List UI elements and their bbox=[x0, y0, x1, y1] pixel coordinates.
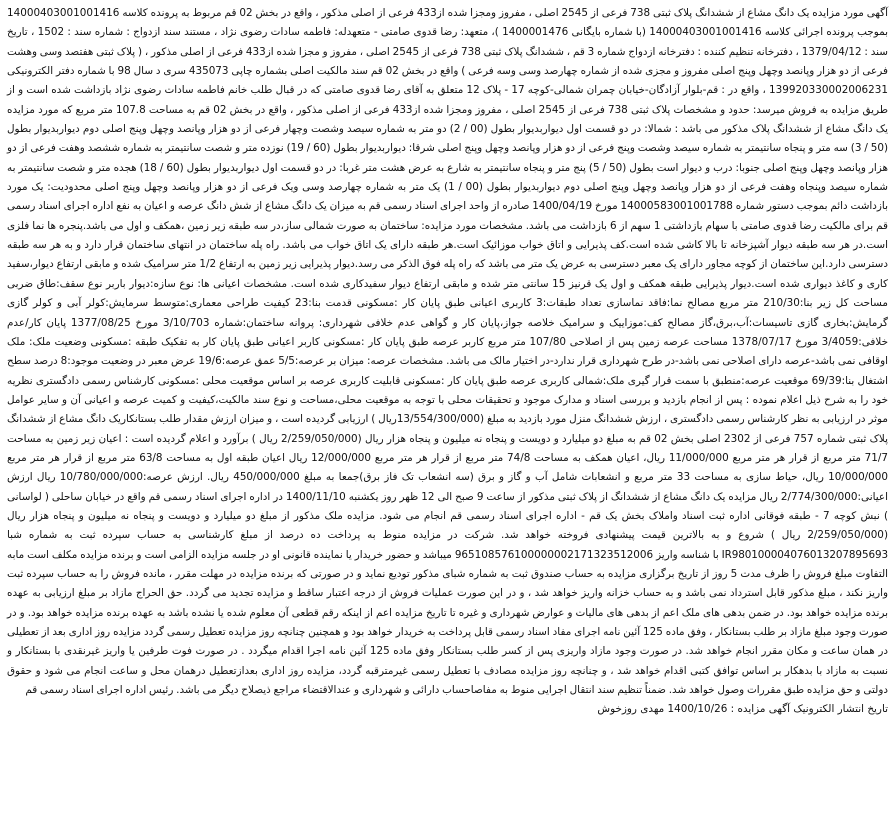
publication-date-line: تاریخ انتشار الکترونیک آگهی مزایده : 1400/10/26 مهدی روزخوش bbox=[597, 703, 888, 716]
auction-notice-body: آگهی مورد مزایده یک دانگ مشاع از ششدانگ پلاک ثبتی 738 فرعی از 2545 اصلی ، مفروز ومجزا شده از433 فرعی از اصلی مذکور ، واقع در بخش 02 قم مربوط به پرونده کلاسه 14000403001001416 بموجب پرونده اجرائی کلاسه 14000403001001416 (با شماره بایگانی 1400001476 )، متعهد: رضا قدوی صامتی - متعهدله: فاطمه سادات رضوی نژاد ، مستند سند ازدواج : شماره سند : 1502 ، تاریخ سند : 1379/04/12 ، دفترخانه تنظیم کننده : دفترخانه ازدواج شماره 3 قم ، ششدانگ پلاک ثبتی 738 فرعی از 2545 اصلی ، مفروز و مجزا شده از433 فرعی از اصلی مذکور ، ( پلاک ثبتی هفتصد وسی وهشت فرعی از دو هزار وپانصد وچهل وپنج اصلی مفروز و مجزی شده از شماره چهارصد وسی وسه فرعی ) واقع در بخش 02 قم سند مالکیت اصلی بشماره چاپی 435073 سری د سال 98 با شماره دفتر الکترونیکی 139920330002006231 ، واقع در : قم-بلوار آزادگان-خیابان چمران شمالی-کوچه 17 - پلاک 12 متعلق به آقای رضا قدوی صامتی که در قبال طلب خانم فاطمه سادات رضوی نژاد بازداشت شده است و از طریق مزایده به فروش میرسد: حدود و مشخصات پلاک ثبتی 738 فرعی از 2545 اصلی ، مفروز ومجزا شده از433 فرعی از اصلی مذکور ، واقع در بخش 02 قم به مساحت 107.8 متر مربع که مورد مزایده یک دانگ مشاع از ششدانگ پلاک مذکور می باشد : شمالا: در دو قسمت اول دیواربدیوار بطول (00 / 2) دو متر به شماره سیصد وشصت وچهار فرعی از دو هزار وپانصد وچهل وپنج اصلی دوم دیواربدیوار بطول (50 / 3) سه متر و پنجاه سانتیمتر به شماره سیصد وشصت وپنج فرعی از دو هزار وپانصد وچهل وپنج اصلی شرقا: دیواربدیوار بطول (60 / 19) نوزده متر و شصت سانتیمتر به شماره ششصد وهفت فرعی از دو هزار وپانصد وچهل وپنج اصلی جنوبا: درب و دیوار است بطول (50 / 5) پنج متر و پنجاه سانتیمتر به شارع به عرض هشت متر غربا: در دو قسمت اول دیواربدیوار بطول (60 / 18) هجده متر و شصت سانتیمتر به شماره سیصد وپنجاه وهفت فرعی از دو هزار وپانصد وچهل وپنج اصلی دوم دیواربدیوار بطول (00 / 1) یک متر به شماره چهارصد وسی ویک فرعی از دو هزار وپانصد وچهل وپنج اصلی محدودیت: یک مورد بازداشت دائم بموجب دستور شماره 14000583001001788 مورخ 1400/04/19 صادره از واحد اجرای اسناد رسمی قم به میزان یک دانگ مشاع از شش دانگ عرصه و اعیان به نفع اداره اجرای اسناد رسمی قم برای مالکیت رضا قدوی صامتی با سهام بازداشتی 1 سهم از 6 بازداشت می باشد. مشخصات مورد مزایده: ساختمان به صورت شمالی ساز،در سه طبقه زیر زمین ،همکف و اول می باشد.پنجره ها نما فلزی است.در هر سه طبقه دیوار آشپزخانه تا بالا کاشی شده است.کف پذیرایی و اتاق خواب موزائیک است.هر طبقه دارای یک اتاق خواب می باشد. راه پله ساختمان در انتهای ساختمان قرار دارد و به هر سه طبقه دسترسی دارد.این ساختمان از کوچه مجاور دارای یک معبر دسترسی به عرض یک متر می باشد که راه پله فوق الذکر می رسد.دیوار پذیرایی زیر زمین به ارتفاع 1/2 متر سرامیک شده و مابقی ارتفاع دیوار،سفید کاری و کاغذ دیواری شده است.دیوار پذیرایی طبقه همکف و اول یک قرنیز 15 سانتی متر شده و مابقی ارتفاع دیوار سفیدکاری شده است. مشخصات اعیانی ها: نوع سازه:دیوار باربر نوع سقف:طاق ضربی مساحت کل زیر بنا:210/30 متر مربع مصالح نما:فاقد نماسازی تعداد طبقات:3 کاربری اعیانی طبق پایان کار :مسکونی قدمت بنا:23 کیفیت طراحی معماری:متوسط سرمایش:کولر آبی و کولر گازی گرمایش:بخاری گازی تاسیسات:آب،برق،گاز مصالح کف:موزاییک و سرامیک خلاصه جواز،پایان کار و گواهی عدم خلافی شهرداری: پروانه ساختمان:شماره 3/10/703 مورخ 1377/08/25 پایان کار/عدم خلافی:3/4059 مورخ 1378/07/17 مساحت عرصه زمین پس از اصلاحی 107/80 متر مربع کاربر عرصه طبق پایان کار :مسکونی کاربر اعیانی طبق پایان کار به تفکیک طبقه :مسکونی وضعیت ملک: ملک اوقافی نمی باشد-عرصه دارای اصلاحی نمی باشد-در طرح شهرداری قرار ندارد-در اختیار مالک می باشد. مشخصات عرصه: میزان بر عرصه:5/5 عمق عرصه:19/6 عرض معبر در وضعیت موجود:8 درصد سطح اشتغال بنا:69/39 موقعیت عرصه:منطبق با سمت قرار گیری ملک:شمالی کاربری عرصه طبق پایان کار :مسکونی قابلیت کاربری عرصه بر اساس موقعیت محلی :مسکونی کارشناس رسمی دادگستری نظریه خود را به شرح ذیل اعلام نموده : پس از انجام بازدید و بررسی اسناد و مدارک موجود و تحقیقات محلی با توجه به موقعیت محلی،مساحت و نوع سند مالکیت،کیفیت و کمیت عرصه و اعیانی آن و سایر عوامل موثر در ارزیابی به نظر کارشناس رسمی دادگستری ، ارزش ششدانگ منزل مورد بازدید به مبلغ (13/554/300/000ریال ) ارزیابی گردیده است ، و میزان ارزش مقدار طلب بستانکاریک دانگ مشاع از ششدانگ پلاک ثبتی شماره 757 فرعی از 2302 اصلی بخش 02 قم به مبلغ دو میلیارد و دویست و پنجاه نه میلیون و پنجاه هزار ریال (2/259/050/000 ریال ) برآورد و اعلام گردیده است : اعیان زیر زمین به مساحت 71/7 متر مربع از قرار هر متر مربع 11/000/000 ریال، اعیان همکف به مساحت 74/8 متر مربع از قرار هر متر مربع 12/000/000 ریال اعیان طبقه اول به مساحت 63/8 متر مربع از قرار هر متر مربع 10/000/000 ریال، حیاط سازی به مساحت 33 متر مربع و انشعابات شامل آب و گاز و برق (سه انشعاب تک فاز برق)جمعا به مبلغ 450/000/000 ریال. ارزش عرصه:10/780/000/000 ریال ارزش اعیانی:2/774/300/000 ریال مزایده یک دانگ مشاع از ششدانگ از پلاک ثبتی مذکور از ساعت 9 صبح الی 12 ظهر روز یکشنبه 1400/11/10 در اداره اجرای اسناد رسمی قم واقع در خیابان ساحلی ( لواسانی ) نبش کوچه 7 - طبقه فوقانی اداره ثبت اسناد واملاک بخش یک قم - اداره اجرای اسناد رسمی قم انجام می شود. مزایده ملک مذکور از مبلغ دو میلیارد و دویست و پنجاه نه میلیون و پنجاه هزار ریال (2/259/050/000 ریال ) شروع و به بالاترین قیمت پیشنهادی فروخته خواهد شد. شرکت در مزایده منوط به پرداخت ده درصد از مبلغ کارشناسی به حساب سپرده ثبت به شماره شبا IR980100004076013207895693 با شناسه واریز 965108576100000002171323512006 میباشد و حضور خریدار یا نماینده قانونی او در جلسه مزایده الزامی است و برنده مزایده مکلف است مابه التفاوت مبلغ فروش را ظرف مدت 5 روز از تاریخ برگزاری مزایده به حساب صندوق ثبت به شماره شبای مذکور تودیع نماید و در صورتی که برنده مزایده در مهلت مقرر ، مانده فروش را به حساب سپرده ثبت واریز نکند ، مبلغ مذکور قابل استرداد نمی باشد و به حساب خزانه واریز خواهد شد ، و در این صورت عملیات فروش از درجه اعتبار ساقط و مزایده تجدید می گردد. حق الحراج مازاد بر مبلغ ارزیابی به عهده برنده مزایده خواهد بود. در ضمن بدهی های ملک اعم از بدهی های مالیات و عوارض شهرداری و غیره تا تاریخ مزایده اعم از اینکه رقم قطعی آن معلوم شده یا نشده باشد به عهده برنده مزایده خواهد بود. و در صورت وجود مبلغ مازاد بر طلب بستانکار ، وفق ماده 125 آئین نامه اجرای مفاد اسناد رسمی قابل پرداخت به خریدار خواهد بود و همچنین چنانچه روز مزایده تعطیل رسمی گردد مزایده روز اداری بعد از تعطیلی در همان ساعت و مکان مقرر انجام خواهد شد. در صورت وجود مازاد واریزی پس از کسر طلب بستانکار وفق ماده 125 آئین نامه اجرا اقدام میگردد . در صورت فوت طرفین یا واریز غیرنقدی با بستانکار و نسبت به مازاد با بدهکار بر اساس توافق کتبی اقدام خواهد شد ، و چنانچه روز مزایده مصادف با تعطیل رسمی غیرمترقبه گردد، مزایده روز اداری بعدازتعطیل درهمان محل و ساعت انجام می شود و حقوق دولتی و حق مزایده طبق مقررات وصول خواهد شد. ضمناً تنظیم سند انتقال اجرایی منوط به مفاصاحساب دارائی و شهرداری و عندالاقتضاء مراجع ذیصلاح دیگر می باشد. رئیس اداره اجرای اسناد رسمی قم bbox=[7, 7, 889, 697]
